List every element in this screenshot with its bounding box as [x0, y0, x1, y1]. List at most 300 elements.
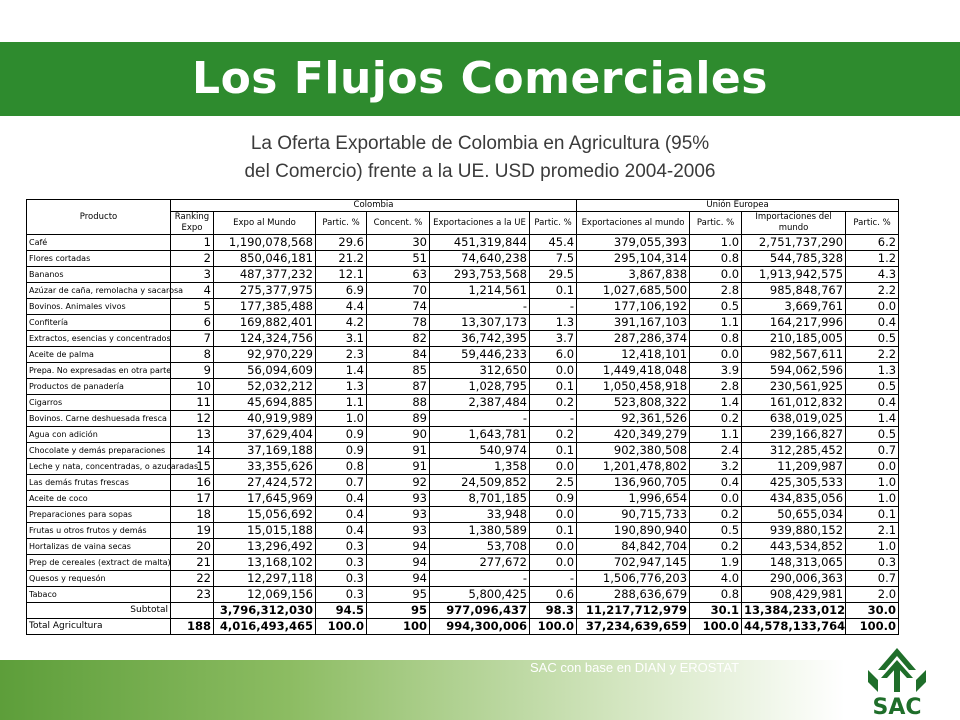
table-cell: 37,169,188	[214, 443, 316, 459]
table-cell: 0.2	[690, 411, 742, 427]
table-cell: 1.9	[690, 555, 742, 571]
table-cell: 13	[171, 427, 214, 443]
table-cell: 850,046,181	[214, 251, 316, 267]
table-cell: 59,446,233	[430, 347, 530, 363]
table-cell: 1,506,776,203	[577, 571, 690, 587]
table-cell: 1.3	[846, 363, 899, 379]
table-cell: 1,358	[430, 459, 530, 475]
table-cell: 12,069,156	[214, 587, 316, 603]
table-cell: 0.4	[846, 315, 899, 331]
table-cell: 13,296,492	[214, 539, 316, 555]
table-cell: 0.8	[316, 459, 367, 475]
table-cell: 2.2	[846, 283, 899, 299]
table-row	[27, 571, 899, 587]
table-cell: 2.2	[846, 347, 899, 363]
table-cell: 29.6	[316, 235, 367, 251]
table-cell: 94.5	[316, 603, 367, 619]
table-cell: 2.1	[846, 523, 899, 539]
trade-table	[26, 199, 899, 635]
table-cell: 93	[367, 491, 430, 507]
table-cell: 91	[367, 443, 430, 459]
table-row	[27, 507, 899, 523]
table-cell: 4.2	[316, 315, 367, 331]
table-cell: 2.8	[690, 379, 742, 395]
table-cell: 95	[367, 587, 430, 603]
table-cell: 9	[171, 363, 214, 379]
table-cell: 169,882,401	[214, 315, 316, 331]
table-cell: 0.0	[530, 555, 577, 571]
table-cell: 420,349,279	[577, 427, 690, 443]
product-name: Bovinos. Carne deshuesada fresca	[27, 411, 171, 427]
table-cell: 939,880,152	[742, 523, 846, 539]
table-cell: 21.2	[316, 251, 367, 267]
table-cell: 2.4	[690, 443, 742, 459]
table-row	[27, 587, 899, 603]
table-cell: 100.0	[690, 619, 742, 635]
table-cell: 45,694,885	[214, 395, 316, 411]
table-cell: 85	[367, 363, 430, 379]
table-cell: 0.3	[846, 555, 899, 571]
subtotal-row	[27, 603, 899, 619]
table-cell: 4.3	[846, 267, 899, 283]
table-cell: 0.3	[316, 539, 367, 555]
table-cell: 0.1	[846, 507, 899, 523]
table-row	[27, 235, 899, 251]
product-name: Café	[27, 235, 171, 251]
table-cell: 92,970,229	[214, 347, 316, 363]
table-cell: 1.0	[846, 475, 899, 491]
table-cell: 7	[171, 331, 214, 347]
table-cell: 0.2	[690, 539, 742, 555]
table-cell: 3.9	[690, 363, 742, 379]
table-cell: 124,324,756	[214, 331, 316, 347]
table-cell: 594,062,596	[742, 363, 846, 379]
product-name: Las demás frutas frescas	[27, 475, 171, 491]
table-cell: 544,785,328	[742, 251, 846, 267]
total-label: Total Agricultura	[27, 619, 171, 635]
table-cell: 2	[171, 251, 214, 267]
table-cell: 1,027,685,500	[577, 283, 690, 299]
table-cell: -	[530, 411, 577, 427]
table-cell: 4.4	[316, 299, 367, 315]
table-cell: 15,015,188	[214, 523, 316, 539]
table-cell: 1	[171, 235, 214, 251]
table-cell: 3,669,761	[742, 299, 846, 315]
table-cell: 1,201,478,802	[577, 459, 690, 475]
column-header: Concent. %	[367, 212, 430, 235]
table-body	[27, 235, 899, 603]
table-cell: 0.7	[316, 475, 367, 491]
table-cell: 0.0	[846, 459, 899, 475]
column-header: Partic. %	[690, 212, 742, 235]
table-cell: 1,380,589	[430, 523, 530, 539]
ue-group-header: Unión Europea	[577, 200, 899, 212]
table-cell: 91	[367, 459, 430, 475]
table-cell: 161,012,832	[742, 395, 846, 411]
table-cell: 0.2	[690, 507, 742, 523]
table-row	[27, 267, 899, 283]
table-cell: 3.1	[316, 331, 367, 347]
table-cell: 1,996,654	[577, 491, 690, 507]
subtitle	[160, 130, 800, 186]
table-cell: 100.0	[846, 619, 899, 635]
product-name: Flores cortadas	[27, 251, 171, 267]
table-cell: 0.5	[846, 379, 899, 395]
table-cell: 982,567,611	[742, 347, 846, 363]
column-header: Exportaciones al mundo	[577, 212, 690, 235]
total-row	[27, 619, 899, 635]
table-cell: 15,056,692	[214, 507, 316, 523]
table-row	[27, 459, 899, 475]
colombia-group-header: Colombia	[171, 200, 577, 212]
table-cell: 5	[171, 299, 214, 315]
table-cell: 902,380,508	[577, 443, 690, 459]
table-cell: 27,424,572	[214, 475, 316, 491]
table-cell: 985,848,767	[742, 283, 846, 299]
table-cell: 0.9	[316, 443, 367, 459]
table-cell: 0.1	[530, 443, 577, 459]
column-header: Partic. %	[316, 212, 367, 235]
table-cell: 53,708	[430, 539, 530, 555]
table-row	[27, 427, 899, 443]
product-header: Producto	[27, 200, 171, 235]
table-cell: 1.2	[846, 251, 899, 267]
table-cell: 1.4	[690, 395, 742, 411]
table-cell: 1.1	[690, 315, 742, 331]
table-cell: 87	[367, 379, 430, 395]
table-cell: 0.6	[530, 587, 577, 603]
table-cell: 10	[171, 379, 214, 395]
product-name: Aceite de coco	[27, 491, 171, 507]
table-cell: 3,867,838	[577, 267, 690, 283]
table-cell: 93	[367, 507, 430, 523]
table-cell: 136,960,705	[577, 475, 690, 491]
page-title: Los Flujos Comerciales	[192, 53, 768, 104]
table-cell: 95	[367, 603, 430, 619]
product-name: Aceite de palma	[27, 347, 171, 363]
table-cell: 1,190,078,568	[214, 235, 316, 251]
table-cell: 908,429,981	[742, 587, 846, 603]
table-cell: 44,578,133,764	[742, 619, 846, 635]
table-cell: 63	[367, 267, 430, 283]
table-cell: 100.0	[530, 619, 577, 635]
product-name: Bananos	[27, 267, 171, 283]
table-cell: 8	[171, 347, 214, 363]
table-cell: 30.0	[846, 603, 899, 619]
column-header: Importaciones del mundo	[742, 212, 846, 235]
table-cell: 89	[367, 411, 430, 427]
table-cell: 487,377,232	[214, 267, 316, 283]
table-cell: 1.1	[316, 395, 367, 411]
table-cell: 23	[171, 587, 214, 603]
group-header-row	[27, 200, 899, 212]
table-cell: 638,019,025	[742, 411, 846, 427]
table-cell: 4	[171, 283, 214, 299]
table-cell: 1.3	[316, 379, 367, 395]
table-cell: 3,796,312,030	[214, 603, 316, 619]
table-cell: 0.5	[690, 523, 742, 539]
table-cell: 0.8	[690, 587, 742, 603]
table-row	[27, 491, 899, 507]
table-cell: 22	[171, 571, 214, 587]
product-name: Leche y nata, concentradas, o azucaradas	[27, 459, 171, 475]
table-cell: 0.3	[316, 571, 367, 587]
product-name: Hortalizas de vaina secas	[27, 539, 171, 555]
table-cell: 12,297,118	[214, 571, 316, 587]
product-name: Productos de panadería	[27, 379, 171, 395]
table-cell: 17	[171, 491, 214, 507]
table-cell: 82	[367, 331, 430, 347]
table-cell: 0.5	[846, 331, 899, 347]
table-cell: 74,640,238	[430, 251, 530, 267]
table-cell: 295,104,314	[577, 251, 690, 267]
table-cell: 2.0	[846, 587, 899, 603]
table-cell: 13,307,173	[430, 315, 530, 331]
table-cell: 0.0	[690, 347, 742, 363]
table-cell: 312,650	[430, 363, 530, 379]
table-cell: -	[430, 411, 530, 427]
table-row	[27, 283, 899, 299]
product-name: Chocolate y demás preparaciones	[27, 443, 171, 459]
table-cell: 312,285,452	[742, 443, 846, 459]
table-cell: 13,384,233,012	[742, 603, 846, 619]
table-cell: -	[430, 299, 530, 315]
product-name: Extractos, esencias y concentrados	[27, 331, 171, 347]
table-cell: 84	[367, 347, 430, 363]
table-cell: 0.4	[690, 475, 742, 491]
footer-band	[0, 660, 960, 720]
sac-logo-text: SAC	[872, 695, 922, 720]
table-row	[27, 251, 899, 267]
table-cell: 1,050,458,918	[577, 379, 690, 395]
table-cell: 287,286,374	[577, 331, 690, 347]
table-cell: 275,377,975	[214, 283, 316, 299]
table-cell: 33,355,626	[214, 459, 316, 475]
table-cell: 0.0	[530, 363, 577, 379]
table-cell: 94	[367, 555, 430, 571]
table-cell: 12,418,101	[577, 347, 690, 363]
table-cell: 0.8	[690, 331, 742, 347]
table-cell: 12.1	[316, 267, 367, 283]
table-cell: 0.3	[316, 555, 367, 571]
table-cell: 190,890,940	[577, 523, 690, 539]
product-name: Prepa. No expresadas en otra parte	[27, 363, 171, 379]
column-header: Exportaciones a la UE	[430, 212, 530, 235]
table-cell: 18	[171, 507, 214, 523]
table-cell: 37,629,404	[214, 427, 316, 443]
column-header: Ranking Expo	[171, 212, 214, 235]
product-name: Preparaciones para sopas	[27, 507, 171, 523]
product-name: Cigarros	[27, 395, 171, 411]
table-cell: 1.4	[846, 411, 899, 427]
table-cell: 0.4	[316, 491, 367, 507]
table-cell: 1.0	[846, 491, 899, 507]
table-cell: 379,055,393	[577, 235, 690, 251]
table-cell: 0.2	[530, 395, 577, 411]
table-cell: 164,217,996	[742, 315, 846, 331]
table-cell: 0.1	[530, 379, 577, 395]
table-cell: 1,028,795	[430, 379, 530, 395]
table-cell: 37,234,639,659	[577, 619, 690, 635]
table-cell: 0.0	[690, 491, 742, 507]
table-cell: 425,305,533	[742, 475, 846, 491]
table-cell: 1,913,942,575	[742, 267, 846, 283]
table-row	[27, 539, 899, 555]
table-cell: 33,948	[430, 507, 530, 523]
table-cell: 451,319,844	[430, 235, 530, 251]
table-cell: 100	[367, 619, 430, 635]
table-cell: 0.4	[316, 523, 367, 539]
table-cell: 21	[171, 555, 214, 571]
table-cell: 3.7	[530, 331, 577, 347]
table-cell: 434,835,056	[742, 491, 846, 507]
table-cell: 3	[171, 267, 214, 283]
table-cell: 1.0	[690, 235, 742, 251]
table-cell: 13,168,102	[214, 555, 316, 571]
table-cell: 50,655,034	[742, 507, 846, 523]
table-cell: 0.0	[530, 539, 577, 555]
table-cell: 14	[171, 443, 214, 459]
table-cell: 1,643,781	[430, 427, 530, 443]
subtitle-line-1: La Oferta Exportable de Colombia en Agricultura (95%	[250, 133, 710, 154]
table-cell: 78	[367, 315, 430, 331]
table-cell: 230,561,925	[742, 379, 846, 395]
table-cell: 98.3	[530, 603, 577, 619]
table-row	[27, 523, 899, 539]
column-header: Partic. %	[846, 212, 899, 235]
table-cell: 288,636,679	[577, 587, 690, 603]
table-cell: 15	[171, 459, 214, 475]
table-cell: 0.0	[846, 299, 899, 315]
table-cell: 6.9	[316, 283, 367, 299]
table-cell: 5,800,425	[430, 587, 530, 603]
table-cell: 0.0	[530, 459, 577, 475]
table-row	[27, 363, 899, 379]
product-name: Bovinos. Animales vivos	[27, 299, 171, 315]
table-cell: -	[530, 299, 577, 315]
table-cell: 84,842,704	[577, 539, 690, 555]
table-cell: 293,753,568	[430, 267, 530, 283]
column-header: Expo al Mundo	[214, 212, 316, 235]
table-row	[27, 315, 899, 331]
table-cell: 90,715,733	[577, 507, 690, 523]
table-row	[27, 555, 899, 571]
table-cell: 29.5	[530, 267, 577, 283]
table-cell: 2.3	[316, 347, 367, 363]
table-cell: 994,300,006	[430, 619, 530, 635]
table-row	[27, 331, 899, 347]
table-cell: 1,449,418,048	[577, 363, 690, 379]
table-cell: 239,166,827	[742, 427, 846, 443]
table-cell: 0.7	[846, 443, 899, 459]
table-cell: 56,094,609	[214, 363, 316, 379]
table-cell: 0.4	[846, 395, 899, 411]
table-cell: 523,808,322	[577, 395, 690, 411]
table-cell: 51	[367, 251, 430, 267]
table-cell: 94	[367, 539, 430, 555]
table-cell: 16	[171, 475, 214, 491]
product-name: Agua con adición	[27, 427, 171, 443]
table-cell: 0.1	[530, 283, 577, 299]
table-cell: 540,974	[430, 443, 530, 459]
table-cell: 0.7	[846, 571, 899, 587]
table-cell: 977,096,437	[430, 603, 530, 619]
product-name: Frutas u otros frutos y demás	[27, 523, 171, 539]
table-cell: 94	[367, 571, 430, 587]
table-cell: 6.0	[530, 347, 577, 363]
table-cell: 4,016,493,465	[214, 619, 316, 635]
table-cell: 92	[367, 475, 430, 491]
product-name: Azúzar de caña, remolacha y sacarosa	[27, 283, 171, 299]
table-cell: -	[430, 571, 530, 587]
table-cell: 45.4	[530, 235, 577, 251]
table-cell: 11,217,712,979	[577, 603, 690, 619]
table-cell: 6	[171, 315, 214, 331]
table-cell: 2,387,484	[430, 395, 530, 411]
table-cell: 36,742,395	[430, 331, 530, 347]
table-cell: 70	[367, 283, 430, 299]
table-cell: 20	[171, 539, 214, 555]
table-cell: 177,106,192	[577, 299, 690, 315]
table-cell: 0.1	[530, 523, 577, 539]
table-cell: 93	[367, 523, 430, 539]
table-cell: 1.0	[316, 411, 367, 427]
table-row	[27, 299, 899, 315]
product-name: Quesos y requesón	[27, 571, 171, 587]
table-cell: 2.5	[530, 475, 577, 491]
table-cell: 1.3	[530, 315, 577, 331]
table-cell: 74	[367, 299, 430, 315]
table-cell: 11	[171, 395, 214, 411]
table-cell: 0.0	[690, 267, 742, 283]
table-cell: 40,919,989	[214, 411, 316, 427]
table-cell: 52,032,212	[214, 379, 316, 395]
table-cell: 1.4	[316, 363, 367, 379]
table-cell: 2.8	[690, 283, 742, 299]
table-cell: 3.2	[690, 459, 742, 475]
table-cell: 19	[171, 523, 214, 539]
table-row	[27, 379, 899, 395]
table-cell: 88	[367, 395, 430, 411]
table-cell: 0.3	[316, 587, 367, 603]
table-cell: 1,214,561	[430, 283, 530, 299]
table-cell: 1.0	[846, 539, 899, 555]
subtitle-line-2: del Comercio) frente a la UE. USD promedio 2004-2006	[244, 161, 716, 182]
table-cell: 188	[171, 619, 214, 635]
table-cell: 0.2	[530, 427, 577, 443]
table-cell: 0.9	[530, 491, 577, 507]
table-cell: 277,672	[430, 555, 530, 571]
table-cell: 2,751,737,290	[742, 235, 846, 251]
table-cell: 148,313,065	[742, 555, 846, 571]
table-cell: 17,645,969	[214, 491, 316, 507]
table-cell: 30	[367, 235, 430, 251]
table-row	[27, 347, 899, 363]
table-cell: 0.4	[316, 507, 367, 523]
product-name: Tabaco	[27, 587, 171, 603]
table-cell: 4.0	[690, 571, 742, 587]
table-row	[27, 395, 899, 411]
table-cell: 90	[367, 427, 430, 443]
table-cell: 0.5	[846, 427, 899, 443]
product-name: Prep de cereales (extract de malta)	[27, 555, 171, 571]
table-cell: 177,385,488	[214, 299, 316, 315]
table-cell: 290,006,363	[742, 571, 846, 587]
table-cell: 391,167,103	[577, 315, 690, 331]
table-cell: 702,947,145	[577, 555, 690, 571]
table-cell: 12	[171, 411, 214, 427]
table-cell: 210,185,005	[742, 331, 846, 347]
